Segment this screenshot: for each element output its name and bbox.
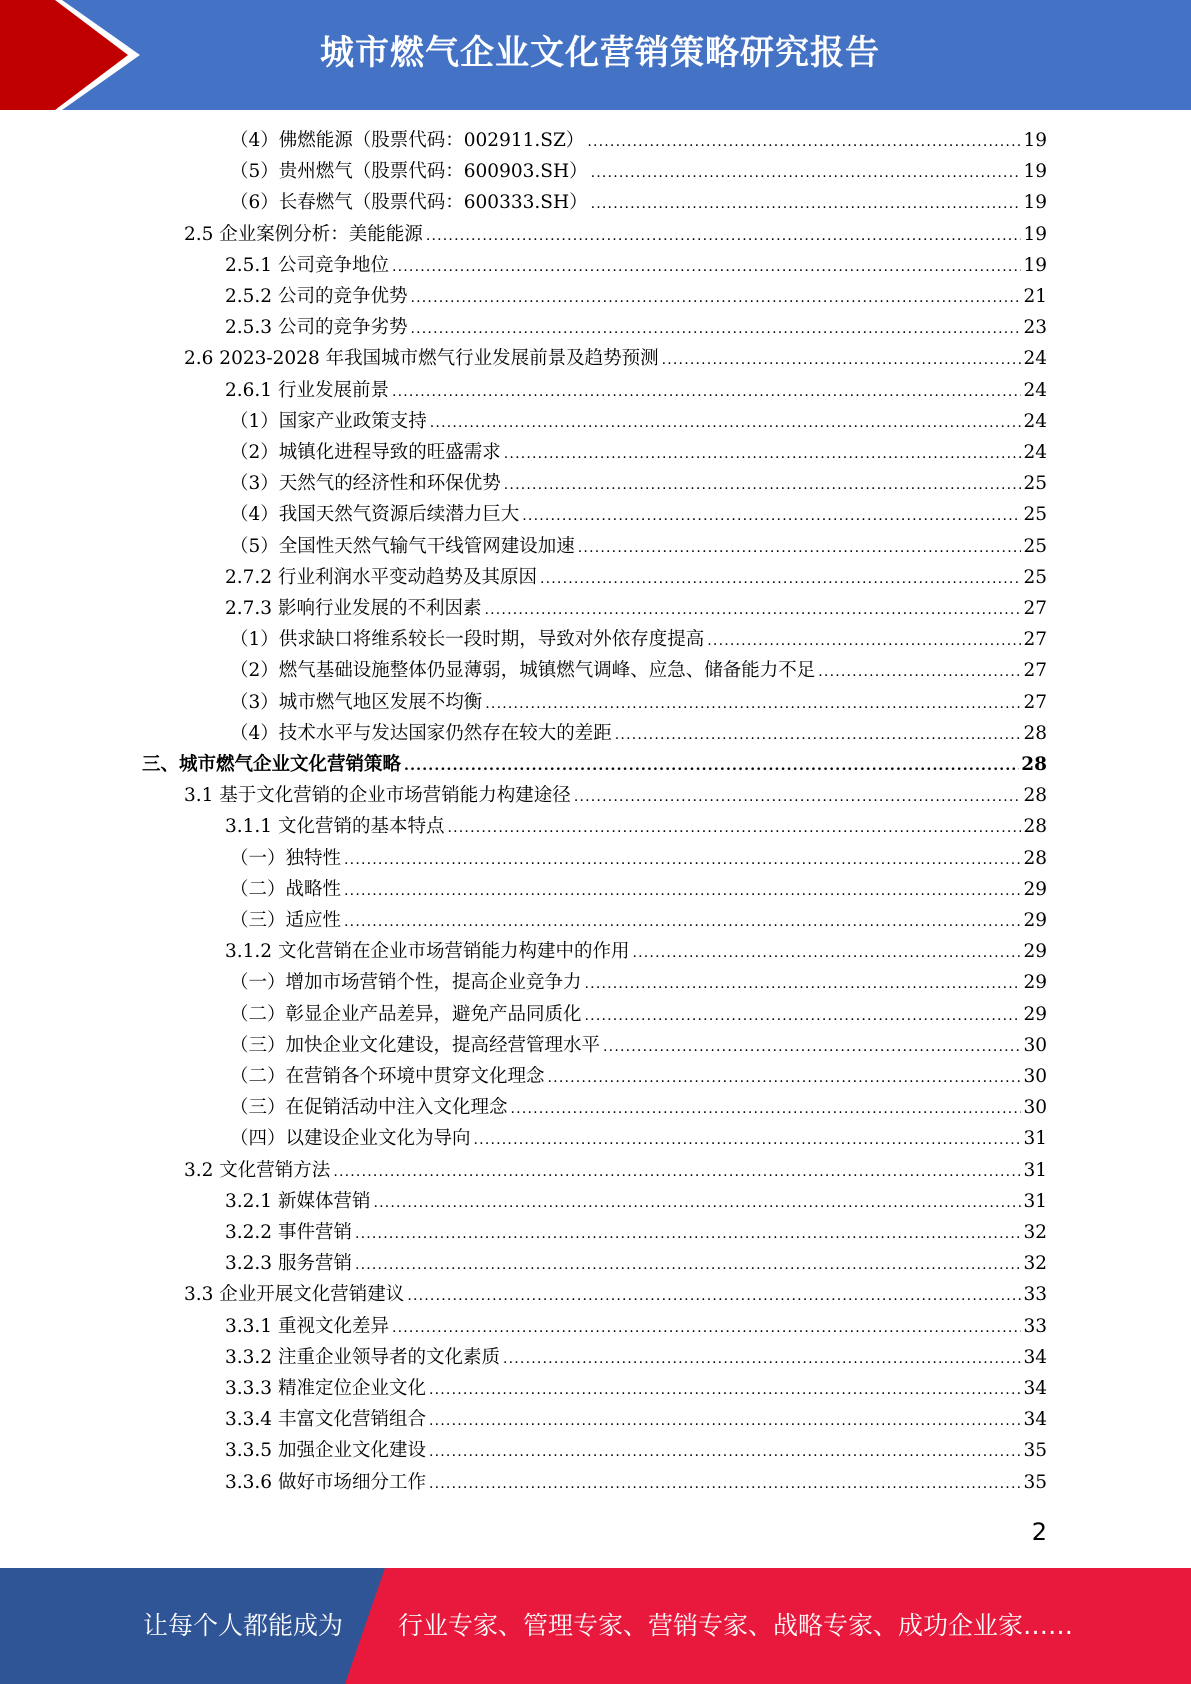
report-title: 城市燃气企业文化营销策略研究报告 <box>320 33 880 73</box>
toc-entry-page: 33 <box>1023 1284 1047 1306</box>
toc-entry-page: 31 <box>1023 1159 1047 1181</box>
toc-dot-leader <box>587 128 1021 156</box>
toc-entry-title: 2.6.1 行业发展前景 <box>225 379 389 401</box>
toc-dot-leader <box>511 1095 1022 1123</box>
toc-entry-page: 29 <box>1023 878 1047 900</box>
toc-entry-title: 3.2.2 事件营销 <box>225 1222 352 1243</box>
toc-entry[interactable] <box>225 1219 1047 1247</box>
toc-entry-page: 19 <box>1023 192 1047 214</box>
toc-entry-title: （三）在促销活动中注入文化理念 <box>230 1097 508 1119</box>
toc-entry-title: （4）技术水平与发达国家仍然存在较大的差距 <box>230 722 612 744</box>
toc-entry-page: 29 <box>1023 1003 1047 1025</box>
toc-entry-title: （2）城镇化进程导致的旺盛需求 <box>230 442 501 463</box>
toc-dot-leader <box>407 1282 1021 1310</box>
toc-dot-leader <box>591 159 1022 187</box>
toc-dot-leader <box>344 877 1021 905</box>
toc-entry[interactable] <box>230 1094 1047 1122</box>
toc-entry-page: 32 <box>1023 1222 1047 1243</box>
toc-entry-page: 25 <box>1023 473 1047 495</box>
toc-dot-leader <box>429 1438 1021 1466</box>
toc-entry-page: 31 <box>1023 1190 1047 1212</box>
toc-entry-page: 33 <box>1023 1315 1047 1337</box>
toc-entry[interactable] <box>225 813 1047 841</box>
toc-entry-title: （4）佛燃能源（股票代码：002911.SZ） <box>230 130 585 151</box>
toc-entry-title: 2.7.2 行业利润水平变动趋势及其原因 <box>225 566 537 588</box>
toc-dot-leader <box>410 315 1021 343</box>
toc-entry[interactable] <box>230 626 1047 654</box>
toc-entry-title: （1）供求缺口将维系较长一段时期，导致对外依存度提高 <box>230 629 705 651</box>
toc-entry-title: 2.5.2 公司的竞争优势 <box>225 286 408 307</box>
toc-entry-page: 25 <box>1023 504 1047 526</box>
toc-dot-leader <box>662 346 1022 374</box>
toc-dot-leader <box>344 846 1021 874</box>
toc-entry-page: 24 <box>1023 442 1047 463</box>
toc-entry[interactable] <box>184 345 1047 373</box>
toc-dot-leader <box>447 814 1021 842</box>
toc-entry-page: 19 <box>1023 254 1047 276</box>
toc-entry[interactable] <box>230 439 1047 467</box>
toc-dot-leader <box>603 1033 1021 1061</box>
toc-dot-leader <box>548 1064 1022 1092</box>
toc-entry-page: 25 <box>1023 566 1047 588</box>
toc-entry[interactable] <box>225 564 1047 592</box>
toc-entry-title: 3.3.4 丰富文化营销组合 <box>225 1409 426 1431</box>
toc-entry-title: （一）独特性 <box>230 847 342 869</box>
toc-entry-page: 27 <box>1023 629 1047 651</box>
toc-entry-page: 27 <box>1023 598 1047 619</box>
page-header <box>0 0 1191 110</box>
toc-entry-title: 3.2 文化营销方法 <box>184 1159 331 1181</box>
toc-entry[interactable] <box>142 751 1047 779</box>
toc-entry-page: 30 <box>1023 1034 1047 1056</box>
toc-entry-title: （二）在营销各个环境中贯穿文化理念 <box>230 1066 545 1087</box>
toc-entry-title: 2.6 2023-2028 年我国城市燃气行业发展前景及趋势预测 <box>184 348 659 370</box>
toc-entry[interactable] <box>230 657 1047 685</box>
toc-entry[interactable] <box>225 938 1047 966</box>
toc-dot-leader <box>615 721 1022 749</box>
toc-entry-page: 24 <box>1023 348 1047 370</box>
toc-entry-page: 29 <box>1023 941 1047 963</box>
toc-entry[interactable] <box>225 377 1047 405</box>
toc-entry[interactable] <box>225 1406 1047 1434</box>
toc-dot-leader <box>707 627 1021 655</box>
toc-entry-page: 28 <box>1021 754 1047 775</box>
toc-entry-page: 24 <box>1023 379 1047 401</box>
toc-entry-page: 34 <box>1023 1378 1047 1399</box>
toc-entry[interactable] <box>230 876 1047 904</box>
toc-entry[interactable] <box>184 1281 1047 1309</box>
toc-entry[interactable] <box>230 689 1047 717</box>
toc-entry-title: 2.5 企业案例分析：美能能源 <box>184 223 423 245</box>
toc-entry[interactable] <box>225 1375 1047 1403</box>
toc-dot-leader <box>504 440 1022 468</box>
toc-entry-page: 19 <box>1023 223 1047 245</box>
toc-entry[interactable] <box>225 283 1047 311</box>
toc-entry[interactable] <box>225 1188 1047 1216</box>
toc-dot-leader <box>355 1220 1022 1248</box>
toc-entry[interactable] <box>230 189 1047 217</box>
toc-dot-leader <box>344 908 1021 936</box>
toc-entry-title: （三）适应性 <box>230 910 342 931</box>
toc-entry-page: 23 <box>1023 317 1047 339</box>
toc-dot-leader <box>355 1251 1022 1279</box>
toc-dot-leader <box>373 1189 1021 1217</box>
toc-entry-title: （二）战略性 <box>230 878 342 900</box>
toc-entry[interactable] <box>230 720 1047 748</box>
toc-entry[interactable] <box>230 501 1047 529</box>
toc-entry-title: （三）加快企业文化建设，提高经营管理水平 <box>230 1034 601 1056</box>
toc-entry-title: 3.1.2 文化营销在企业市场营销能力构建中的作用 <box>225 941 630 963</box>
toc-entry-title: （二）彰显企业产品差异，避免产品同质化 <box>230 1003 582 1025</box>
toc-dot-leader <box>404 752 1019 780</box>
toc-entry-page: 28 <box>1023 847 1047 869</box>
toc-entry[interactable] <box>230 127 1047 155</box>
toc-entry[interactable] <box>225 1344 1047 1372</box>
toc-entry-title: （一）增加市场营销个性，提高企业竞争力 <box>230 972 582 994</box>
toc-entry-title: （5）全国性天然气输气干线管网建设加速 <box>230 535 575 557</box>
toc-entry-page: 31 <box>1023 1128 1047 1150</box>
toc-dot-leader <box>522 502 1021 530</box>
toc-entry-title: （2）燃气基础设施整体仍显薄弱，城镇燃气调峰、应急、储备能力不足 <box>230 660 816 682</box>
toc-entry-page: 28 <box>1023 785 1047 807</box>
toc-entry-page: 29 <box>1023 972 1047 994</box>
toc-entry[interactable] <box>230 408 1047 436</box>
toc-entry-page: 29 <box>1023 910 1047 931</box>
toc-entry[interactable] <box>230 470 1047 498</box>
toc-entry-page: 27 <box>1023 660 1047 682</box>
toc-dot-leader <box>430 409 1022 437</box>
toc-entry-title: （3）天然气的经济性和环保优势 <box>230 473 501 495</box>
toc-entry[interactable] <box>230 1001 1047 1029</box>
toc-entry-page: 34 <box>1023 1346 1047 1368</box>
toc-entry[interactable] <box>225 1313 1047 1341</box>
toc-entry[interactable] <box>230 845 1047 873</box>
header-arrow-decoration <box>0 0 150 110</box>
toc-entry[interactable] <box>184 1157 1047 1185</box>
footer-slogan-left: 让每个人都能成为 <box>143 1611 344 1640</box>
page-footer <box>0 1568 1191 1684</box>
toc-dot-leader <box>591 190 1022 218</box>
toc-entry-page: 30 <box>1023 1097 1047 1119</box>
toc-entry-title: （6）长春燃气（股票代码：600333.SH） <box>230 192 588 214</box>
toc-entry-title: （3）城市燃气地区发展不均衡 <box>230 691 483 713</box>
toc-entry-title: 3.3.1 重视文化差异 <box>225 1315 389 1337</box>
toc-entry[interactable] <box>230 969 1047 997</box>
toc-entry-page: 21 <box>1023 286 1047 307</box>
toc-dot-leader <box>410 284 1021 312</box>
toc-entry[interactable] <box>184 782 1047 810</box>
toc-entry[interactable] <box>230 1032 1047 1060</box>
toc-entry[interactable] <box>225 595 1047 623</box>
toc-entry-page: 35 <box>1023 1471 1047 1493</box>
footer-slogan-right: 行业专家、管理专家、营销专家、战略专家、成功企业家…… <box>398 1611 1074 1640</box>
toc-dot-leader <box>429 1470 1021 1498</box>
toc-entry-title: 3.3.3 精准定位企业文化 <box>225 1378 426 1399</box>
toc-entry-title: （四）以建设企业文化为导向 <box>230 1128 471 1150</box>
toc-dot-leader <box>585 1002 1022 1030</box>
toc-dot-leader <box>818 658 1021 686</box>
toc-entry[interactable] <box>225 1469 1047 1497</box>
toc-entry[interactable] <box>225 252 1047 280</box>
toc-dot-leader <box>578 534 1022 562</box>
toc-dot-leader <box>585 970 1022 998</box>
toc-dot-leader <box>392 378 1021 406</box>
toc-entry-title: 3.3.5 加强企业文化建设 <box>225 1440 426 1462</box>
toc-entry[interactable] <box>230 158 1047 186</box>
toc-entry[interactable] <box>230 533 1047 561</box>
toc-dot-leader <box>503 1345 1021 1373</box>
toc-dot-leader <box>632 939 1021 967</box>
toc-entry[interactable] <box>225 1437 1047 1465</box>
toc-entry-title: 3.2.3 服务营销 <box>225 1253 352 1275</box>
toc-entry-page: 19 <box>1023 130 1047 151</box>
toc-entry-page: 19 <box>1023 161 1047 183</box>
toc-entry-title: 3.1.1 文化营销的基本特点 <box>225 816 445 838</box>
toc-entry-page: 27 <box>1023 691 1047 713</box>
toc-entry-title: （4）我国天然气资源后续潜力巨大 <box>230 504 520 526</box>
toc-dot-leader <box>540 565 1021 593</box>
toc-dot-leader <box>429 1376 1021 1404</box>
toc-dot-leader <box>392 253 1021 281</box>
toc-entry-page: 35 <box>1023 1440 1047 1462</box>
toc-entry-title: （1）国家产业政策支持 <box>230 410 427 432</box>
toc-entry-title: 2.5.3 公司的竞争劣势 <box>225 317 408 339</box>
toc-entry-page: 25 <box>1023 535 1047 557</box>
toc-dot-leader <box>484 596 1021 624</box>
toc-entry-title: 2.5.1 公司竞争地位 <box>225 254 389 276</box>
toc-entry-page: 32 <box>1023 1253 1047 1275</box>
toc-dot-leader <box>474 1126 1022 1154</box>
toc-entry-title: 3.3.6 做好市场细分工作 <box>225 1471 426 1493</box>
toc-entry[interactable] <box>230 1063 1047 1091</box>
toc-dot-leader <box>429 1407 1021 1435</box>
toc-entry-page: 28 <box>1023 816 1047 838</box>
toc-dot-leader <box>426 222 1022 250</box>
toc-entry-page: 28 <box>1023 722 1047 744</box>
toc-dot-leader <box>333 1158 1021 1186</box>
toc-entry-page: 34 <box>1023 1409 1047 1431</box>
toc-entry[interactable] <box>230 1125 1047 1153</box>
toc-dot-leader <box>504 471 1022 499</box>
page-number: 2 <box>1031 1518 1047 1546</box>
toc-entry-title: 3.3.2 注重企业领导者的文化素质 <box>225 1346 500 1368</box>
toc-entry-page: 24 <box>1023 410 1047 432</box>
toc-entry-title: 3.3 企业开展文化营销建议 <box>184 1284 405 1306</box>
toc-entry-title: 2.7.3 影响行业发展的不利因素 <box>225 598 482 619</box>
toc-entry-title: 3.1 基于文化营销的企业市场营销能力构建途径 <box>184 785 571 807</box>
toc-entry-page: 30 <box>1023 1066 1047 1087</box>
toc-dot-leader <box>485 690 1021 718</box>
toc-dot-leader <box>392 1314 1021 1342</box>
toc-entry[interactable] <box>184 221 1047 249</box>
toc-entry-title: （5）贵州燃气（股票代码：600903.SH） <box>230 161 588 183</box>
toc-entry[interactable] <box>230 907 1047 935</box>
toc-entry[interactable] <box>225 314 1047 342</box>
toc-entry[interactable] <box>225 1250 1047 1278</box>
toc-entry-title: 3.2.1 新媒体营销 <box>225 1190 371 1212</box>
toc-entry-title: 三、城市燃气企业文化营销策略 <box>142 754 402 775</box>
toc-dot-leader <box>574 783 1022 811</box>
